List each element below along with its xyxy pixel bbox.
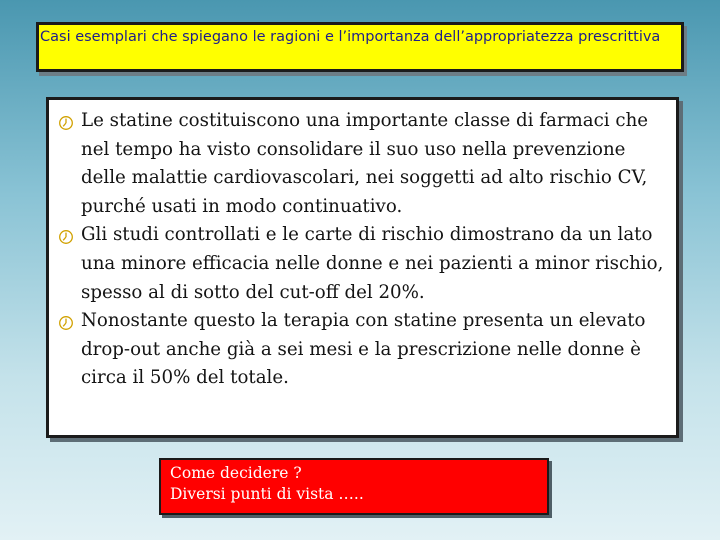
slide-title-box xyxy=(36,22,684,72)
bullet-text: Le statine costituiscono una importante classe di farmaci che nel tempo ha visto consolidare il suo uso nella prevenzione delle malattie cardiovascolari, nei soggetti ad alto rischio CV, purché usati in modo continuativo. xyxy=(81,110,649,217)
bullet-text: Nonostante questo la terapia con statine presenta un elevato drop-out anche già a sei mesi e la prescrizione nelle donne è circa il 50% del totale. xyxy=(81,310,646,389)
clock-icon xyxy=(58,115,74,131)
bullet-item xyxy=(57,107,670,221)
bullet-item xyxy=(57,221,670,307)
callout-line-2: Diversi punti di vista ….. xyxy=(170,485,364,503)
content-box xyxy=(46,97,679,438)
callout-box xyxy=(159,458,549,515)
slide-title: Casi esemplari che spiegano le ragioni e l’importanza dell’appropriatezza prescrittiva xyxy=(40,29,661,45)
bullet-text: Gli studi controllati e le carte di rischio dimostrano da un lato una minore efficacia nelle donne e nei pazienti a minor rischio, spesso al di sotto del cut-off del 20%. xyxy=(81,224,664,303)
clock-icon xyxy=(58,229,74,245)
bullet-item xyxy=(57,307,670,393)
callout-line-1: Come decidere ? xyxy=(170,464,302,482)
clock-icon xyxy=(58,315,74,331)
